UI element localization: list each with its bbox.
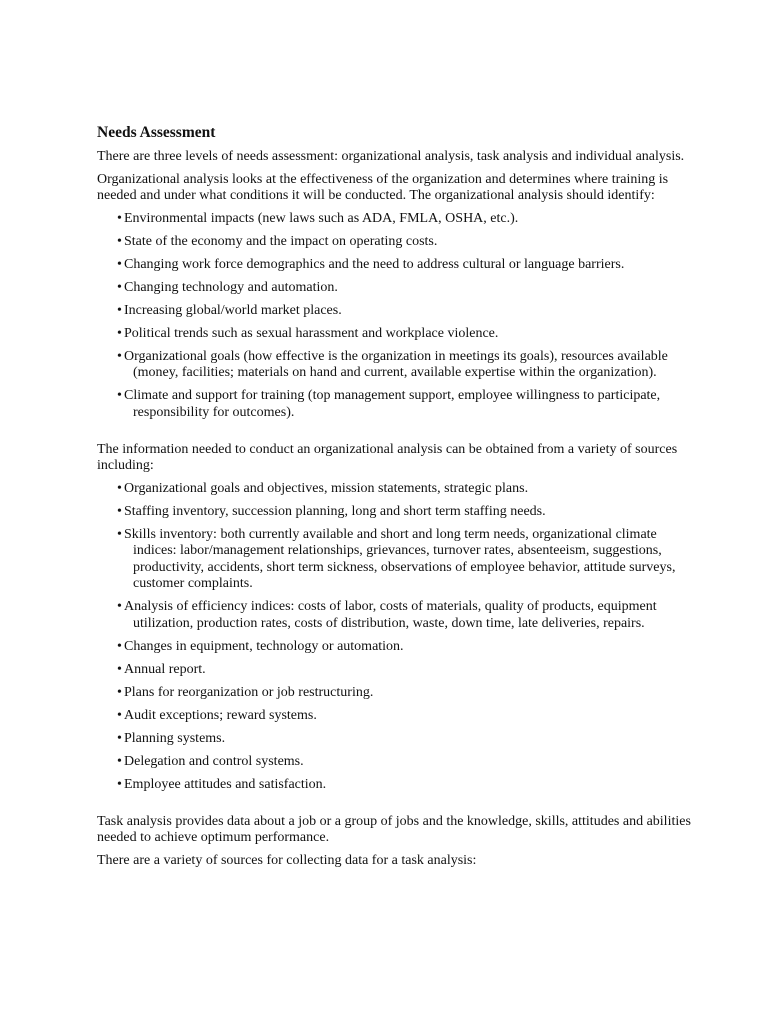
bullet-icon: • <box>117 776 122 792</box>
task-analysis-paragraph: Task analysis provides data about a job or a group of jobs and the knowledge, skills, attitudes and abilities needed to achieve optimum performance. <box>97 813 691 845</box>
list-item: • Analysis of efficiency indices: costs of labor, costs of materials, quality of products, equipment utilization, production rates, costs of distribution, waste, down time, late deliveries, repairs. <box>117 599 657 631</box>
bullet-icon: • <box>117 480 122 496</box>
list-item: • Environmental impacts (new laws such as ADA, FMLA, OSHA, etc.). <box>117 210 519 226</box>
bullet-icon: • <box>117 661 122 677</box>
bullet-icon: • <box>117 302 122 318</box>
sources-paragraph: The information needed to conduct an organizational analysis can be obtained from a variety of sources including: <box>97 441 678 473</box>
list-item: • Organizational goals and objectives, mission statements, strategic plans. <box>117 480 529 496</box>
list-item: • Skills inventory: both currently available and short and long term needs, organizational climate indices: labor/management relationships, grievances, turnover rates, absenteeism, suggestions, productivity, accidents, short term sickness, observations of employee behavior, attitude surveys, customer complaints. <box>117 526 676 591</box>
list-item: • Changing work force demographics and the need to address cultural or language barriers. <box>117 256 625 272</box>
bullet-icon: • <box>117 325 122 341</box>
bullet-icon: • <box>117 684 122 700</box>
list-item: • State of the economy and the impact on operating costs. <box>117 233 438 249</box>
bullet-icon: • <box>117 388 122 403</box>
bullet-icon: • <box>117 599 122 614</box>
bullet-icon: • <box>117 526 122 542</box>
list-item: • Climate and support for training (top management support, employee willingness to participate, responsibility for outcomes). <box>117 388 661 420</box>
list-item: • Annual report. <box>117 661 206 677</box>
document-page <box>97 123 697 875</box>
list-item: • Political trends such as sexual harassment and workplace violence. <box>117 325 499 341</box>
list-item: • Staffing inventory, succession planning, long and short term staffing needs. <box>117 503 546 519</box>
identify-list <box>97 211 697 422</box>
bullet-icon: • <box>117 707 122 723</box>
bullet-icon: • <box>117 256 122 272</box>
list-item: • Changes in equipment, technology or automation. <box>117 638 404 654</box>
list-item: • Organizational goals (how effective is the organization in meetings its goals), resources available (money, facilities; materials on hand and current, available expertise within the organization). <box>117 348 668 380</box>
list-item: • Plans for reorganization or job restructuring. <box>117 684 374 700</box>
bullet-icon: • <box>117 210 122 226</box>
intro-paragraph: There are three levels of needs assessment: organizational analysis, task analysis and individual analysis. <box>97 149 685 164</box>
list-item: • Changing technology and automation. <box>117 279 338 295</box>
bullet-icon: • <box>117 348 122 364</box>
bullet-icon: • <box>117 233 122 249</box>
list-item: • Audit exceptions; reward systems. <box>117 707 317 723</box>
document-title: Needs Assessment <box>97 124 216 141</box>
list-item: • Employee attitudes and satisfaction. <box>117 776 327 792</box>
bullet-icon: • <box>117 279 122 295</box>
bullet-icon: • <box>117 638 122 654</box>
list-item: • Planning systems. <box>117 730 226 746</box>
sources-list <box>97 481 697 794</box>
list-item: • Increasing global/world market places. <box>117 302 342 318</box>
bullet-icon: • <box>117 503 122 519</box>
org-analysis-paragraph: Organizational analysis looks at the effectiveness of the organization and determines where training is needed and under what conditions it will be conducted. The organizational analysis should identify: <box>97 171 669 203</box>
list-item: • Delegation and control systems. <box>117 753 304 769</box>
bullet-icon: • <box>117 730 122 746</box>
task-sources-paragraph: There are a variety of sources for collecting data for a task analysis: <box>97 852 477 868</box>
bullet-icon: • <box>117 753 122 769</box>
